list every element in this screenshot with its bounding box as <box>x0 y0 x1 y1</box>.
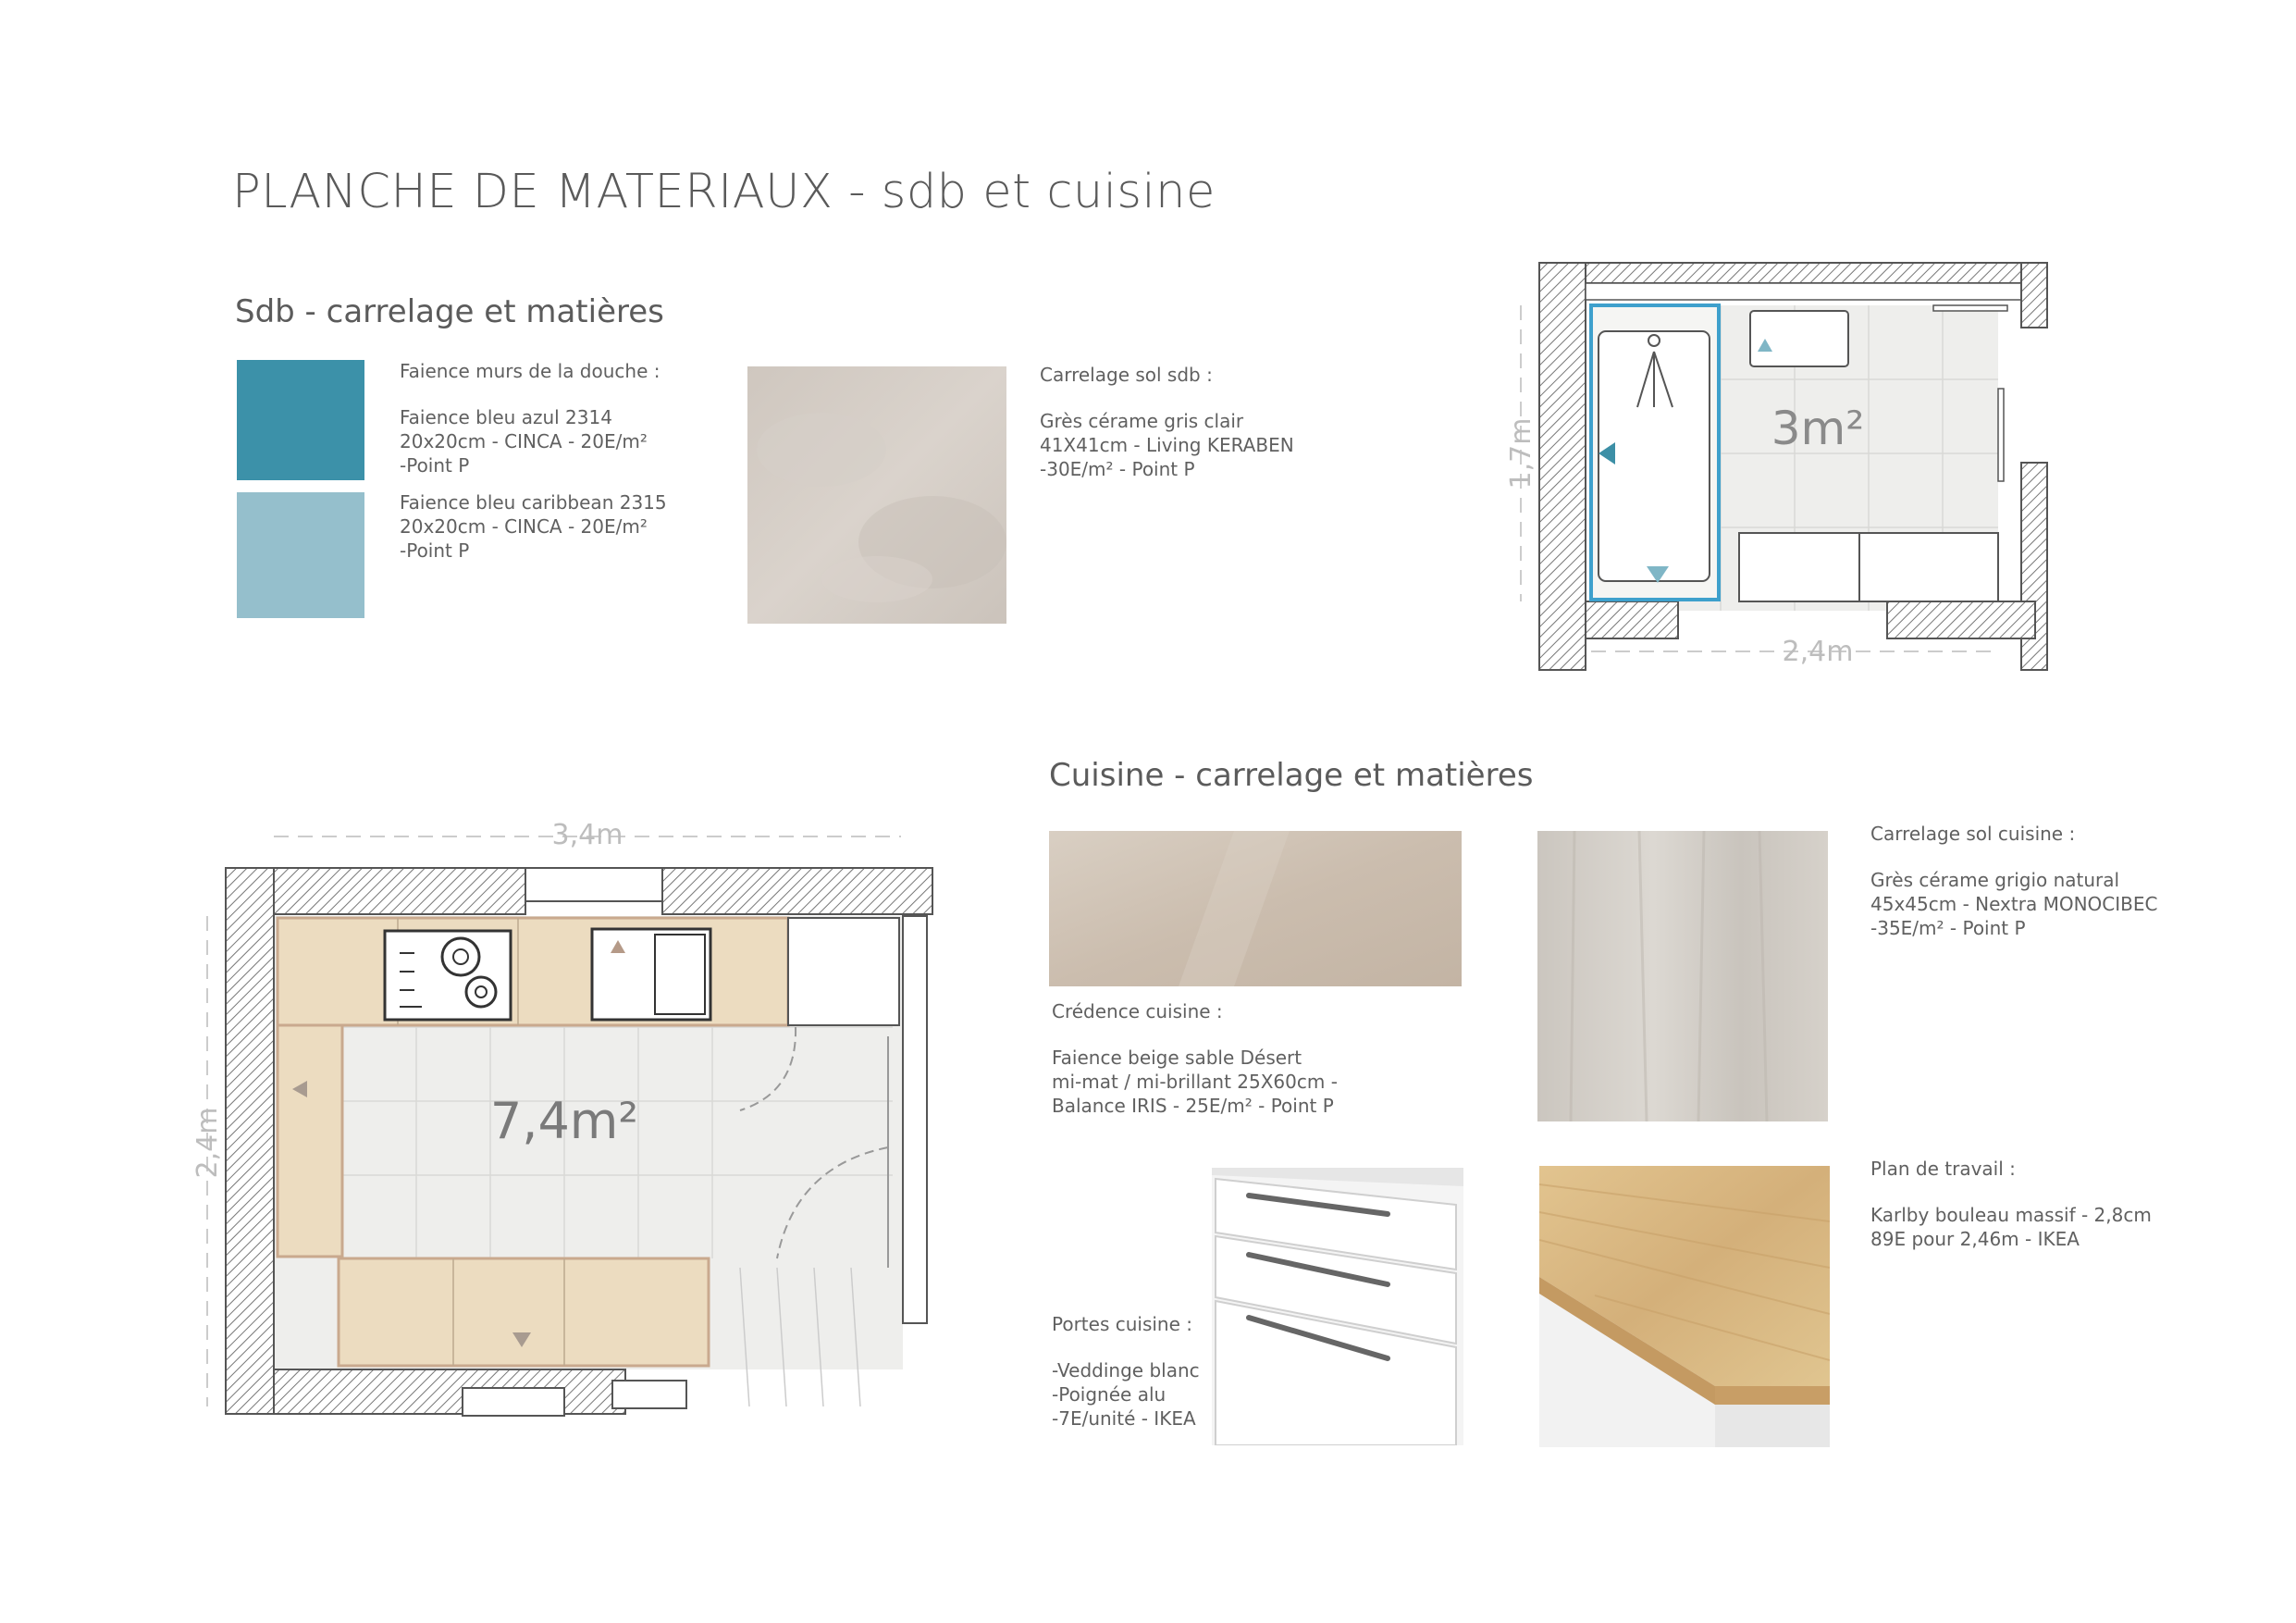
portes-text <box>1052 1312 1237 1431</box>
sdb-height-dim: 1,7m <box>1505 417 1537 489</box>
faience-item2-line3: -Point P <box>400 539 470 562</box>
plan-travail-image <box>1539 1166 1830 1447</box>
cuisine-area-label: 7,4m² <box>489 1092 639 1150</box>
faience-text <box>400 359 714 563</box>
sdb-floor-tile-image <box>747 366 1006 624</box>
sdb-heading: Sdb - carrelage et matières <box>235 293 664 330</box>
portes-label: Portes cuisine : <box>1052 1313 1193 1335</box>
plan-travail-label: Plan de travail : <box>1870 1158 2016 1180</box>
sdb-floor-line1: Grès cérame gris clair <box>1040 410 1244 432</box>
sdb-floor-plan <box>1499 259 2072 675</box>
cuisine-width-dim: 3,4m <box>551 819 623 851</box>
cuisine-floor-text <box>1870 822 2176 940</box>
cuisine-height-dim: 2,4m <box>191 1107 224 1179</box>
faience-label: Faience murs de la douche : <box>400 360 660 382</box>
sdb-floor-label: Carrelage sol sdb : <box>1040 364 1213 386</box>
faience-item1-line1: Faience bleu azul 2314 <box>400 406 612 428</box>
faience-item2-line2: 20x20cm - CINCA - 20E/m² <box>400 515 648 538</box>
page-title: PLANCHE DE MATERIAUX - sdb et cuisine <box>232 165 1216 219</box>
cuisine-floor-label: Carrelage sol cuisine : <box>1870 823 2076 845</box>
faience-azul-swatch <box>237 360 364 480</box>
cuisine-floor-plan <box>185 814 953 1425</box>
plan-travail-text <box>1870 1157 2176 1251</box>
portes-line3: -7E/unité - IKEA <box>1052 1407 1196 1430</box>
cuisine-heading: Cuisine - carrelage et matières <box>1049 757 1534 794</box>
credence-line3: Balance IRIS - 25E/m² - Point P <box>1052 1095 1334 1117</box>
sdb-area-label: 3m² <box>1771 402 1865 455</box>
faience-caribbean-swatch <box>237 492 364 618</box>
faience-item1-line3: -Point P <box>400 454 470 477</box>
faience-item1-line2: 20x20cm - CINCA - 20E/m² <box>400 430 648 452</box>
plan-travail-line2: 89E pour 2,46m - IKEA <box>1870 1228 2080 1250</box>
portes-line2: -Poignée alu <box>1052 1383 1167 1406</box>
faience-item2-line1: Faience bleu caribbean 2315 <box>400 491 667 514</box>
portes-line1: -Veddinge blanc <box>1052 1359 1200 1381</box>
cuisine-floor-line2: 45x45cm - Nextra MONOCIBEC <box>1870 893 2158 915</box>
sdb-width-dim: 2,4m <box>1782 636 1854 668</box>
cuisine-floor-line3: -35E/m² - Point P <box>1870 917 2026 939</box>
cuisine-floor-tile-image <box>1537 831 1828 1121</box>
sdb-floor-line3: -30E/m² - Point P <box>1040 458 1195 480</box>
portes-cuisine-image <box>1212 1168 1463 1445</box>
sdb-floor-line2: 41X41cm - Living KERABEN <box>1040 434 1294 456</box>
sdb-floor-text <box>1040 363 1345 481</box>
credence-text <box>1052 999 1385 1118</box>
credence-line2: mi-mat / mi-brillant 25X60cm - <box>1052 1071 1338 1093</box>
cuisine-floor-line1: Grès cérame grigio natural <box>1870 869 2120 891</box>
plan-travail-line1: Karlby bouleau massif - 2,8cm <box>1870 1204 2152 1226</box>
credence-line1: Faience beige sable Désert <box>1052 1047 1302 1069</box>
credence-image <box>1049 831 1462 986</box>
credence-label: Crédence cuisine : <box>1052 1000 1223 1022</box>
